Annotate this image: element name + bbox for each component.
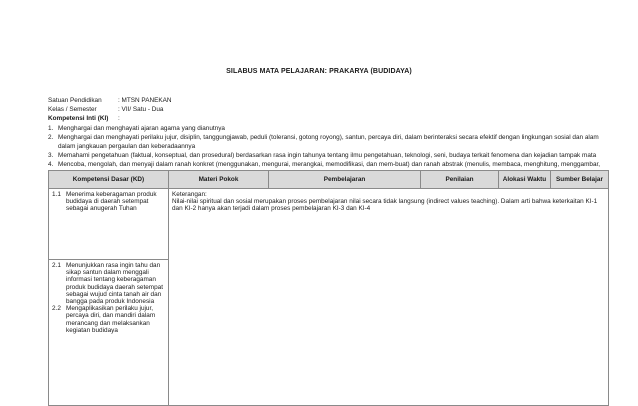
meta-info [48, 96, 172, 123]
ki-text: Mencoba, mengolah, dan menyaji dalam ranah konkret (menggunakan, mengurai, merangkai, memodifikasi, dan mem-buat) dan ranah abstrak (menulis, membaca, menghitung, menggambar, [58, 161, 601, 168]
ki-text: Memahami pengetahuan (faktual, konseptual, dan prosedural) berdasarkan rasa ingin tahunya tentang ilmu pengetahuan, teknologi, seni, budaya terkait fenomena dan kejadian tampak mata [58, 152, 597, 159]
kd-text: Menunjukkan rasa ingin tahu dan sikap santun dalam menggali informasi tentang keberagaman produk budidaya daerah setempat sebagai wujud cinta tanah air dan bangga pada produk Indonesia [66, 262, 163, 306]
kd-text: Menerima keberagaman produk budidaya di daerah setempat sebagai anugerah Tuhan [66, 191, 157, 213]
ki-number: 1. [48, 125, 54, 132]
kd-text: Mengaplikasikan perilaku jujur, percaya diri, dan mandiri dalam merancang dan melaksankan kegiatan budidaya [66, 305, 156, 334]
syllabus-table [48, 170, 609, 406]
table-row [49, 189, 609, 260]
column-header: Sumber Belajar [551, 171, 609, 189]
column-header: Kompetensi Dasar (KD) [49, 171, 169, 189]
list-item [48, 133, 608, 151]
kd-cell [49, 260, 169, 406]
ki-number: 2. [48, 134, 54, 141]
keterangan-label: Keterangan: [172, 191, 207, 198]
kd-item [52, 305, 165, 334]
meta-row-kelas [48, 105, 172, 114]
keterangan-text: Nilai-nilai spiritual dan sosial merupakan proses pembelajaran nilai secara tidak langsung (indirect values teaching). Dalam arti bahwa keterkaitan KI-1 dan KI-2 hanya akan terjadi dalam proses pembelajaran KI-3 dan KI-4 [172, 198, 598, 213]
kd-item [52, 191, 165, 213]
ki-colon: : [118, 115, 120, 122]
kd-number: 1.1 [52, 191, 61, 198]
table-header-row [49, 171, 609, 189]
list-item [48, 151, 608, 160]
meta-value: : VII/ Satu - Dua [118, 106, 164, 113]
meta-row-ki [48, 114, 172, 123]
ki-number: 4. [48, 161, 54, 168]
ki-number: 3. [48, 152, 54, 159]
meta-value: : MTSN PANEKAN [118, 97, 172, 104]
meta-row-satuan [48, 96, 172, 105]
meta-label: Satuan Pendidikan [48, 97, 102, 104]
ki-label: Kompetensi Inti (KI) [48, 115, 109, 122]
page-title: SILABUS MATA PELAJARAN: PRAKARYA (BUDIDAYA) [226, 68, 412, 75]
column-header: Pembelajaran [269, 171, 421, 189]
kd-number: 2.1 [52, 262, 61, 269]
column-header: Materi Pokok [169, 171, 269, 189]
column-header: Alokasi Waktu [499, 171, 551, 189]
kd-item [52, 262, 165, 305]
kd-number: 2.2 [52, 305, 61, 313]
meta-label: Kelas / Semester [48, 106, 97, 113]
ki-text: Menghargai dan menghayati perilaku jujur, disiplin, tanggungjawab, peduli (toleransi, gotong royong), santun, percaya diri, dalam berinteraksi secara efektif dengan lingkungan sosial dan alam dalam jangkauan pergaulan dan keberadaannya [58, 134, 599, 150]
column-header: Penilaian [421, 171, 499, 189]
list-item [48, 124, 608, 133]
keterangan-cell [169, 189, 609, 406]
ki-text: Menghargai dan menghayati ajaran agama yang dianutnya [58, 125, 225, 132]
kd-cell [49, 189, 169, 260]
